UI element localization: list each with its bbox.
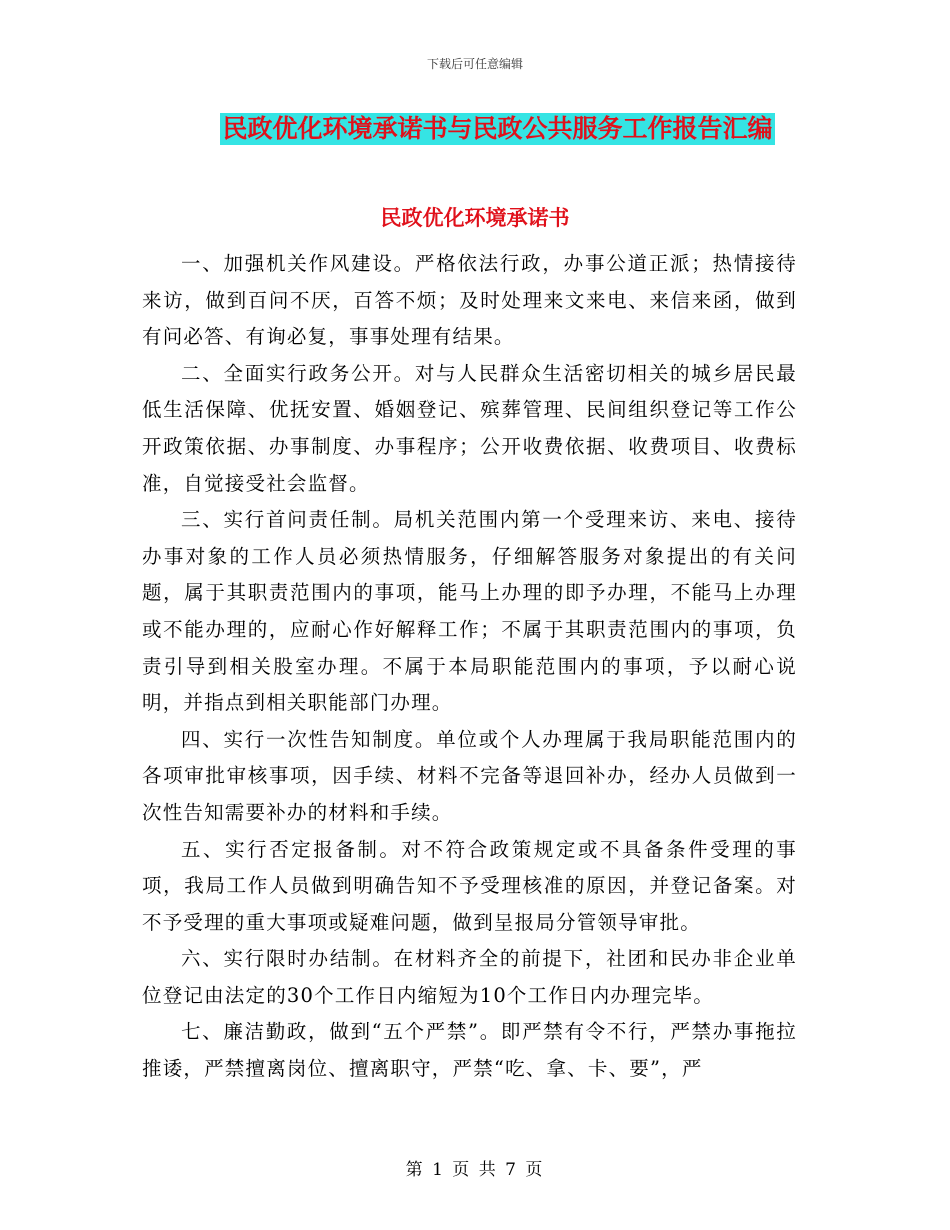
paragraph-7: 七、廉洁勤政，做到“五个严禁”。即严禁有令不行，严禁办事拖拉推诿，严禁擅离岗位、擅离职守，严禁“吃、拿、卡、要”，严 xyxy=(142,1020,797,1081)
page-footer: 第 1 页 共 7 页 xyxy=(405,1160,545,1180)
paragraph-1: 一、加强机关作风建设。严格依法行政，办事公道正派；热情接待来访，做到百问不厌，百答不烦；及时处理来文来电、来信来函，做到有问必答、有询必复，事事处理有结果。 xyxy=(142,252,797,349)
document-title: 民政优化环境承诺书与民政公共服务工作报告汇编 xyxy=(222,114,773,143)
paragraph-6: 六、实行限时办结制。在材料齐全的前提下，社团和民办非企业单位登记由法定的30个工作日内缩短为10个工作日内办理完毕。 xyxy=(142,947,797,1007)
section-title: 民政优化环境承诺书 xyxy=(380,206,570,230)
document-title-container xyxy=(0,113,950,145)
document-body xyxy=(142,246,797,1088)
paragraph-2: 二、全面实行政务公开。对与人民群众生活密切相关的城乡居民最低生活保障、优抚安置、婚姻登记、殡葬管理、民间组织登记等工作公开政策依据、办事制度、办事程序；公开收费依据、收费项目、收费标准，自觉接受社会监督。 xyxy=(142,361,797,495)
paragraph-5: 五、实行否定报备制。对不符合政策规定或不具备条件受理的事项，我局工作人员做到明确告知不予受理核准的原因，并登记备案。对不予受理的重大事项或疑难问题，做到呈报局分管领导审批。 xyxy=(142,837,797,934)
page-header-note: 下载后可任意编辑 xyxy=(426,57,523,71)
paragraph-4: 四、实行一次性告知制度。单位或个人办理属于我局职能范围内的各项审批审核事项，因手续、材料不完备等退回补办，经办人员做到一次性告知需要补办的材料和手续。 xyxy=(142,727,797,824)
paragraph-3: 三、实行首问责任制。局机关范围内第一个受理来访、来电、接待办事对象的工作人员必须热情服务，仔细解答服务对象提出的有关问题，属于其职责范围内的事项，能马上办理的即予办理，不能马上办理或不能办理的，应耐心作好解释工作；不属于其职责范围内的事项，负责引导到相关股室办理。不属于本局职能范围内的事项，予以耐心说明，并指点到相关职能部门办理。 xyxy=(142,508,797,715)
